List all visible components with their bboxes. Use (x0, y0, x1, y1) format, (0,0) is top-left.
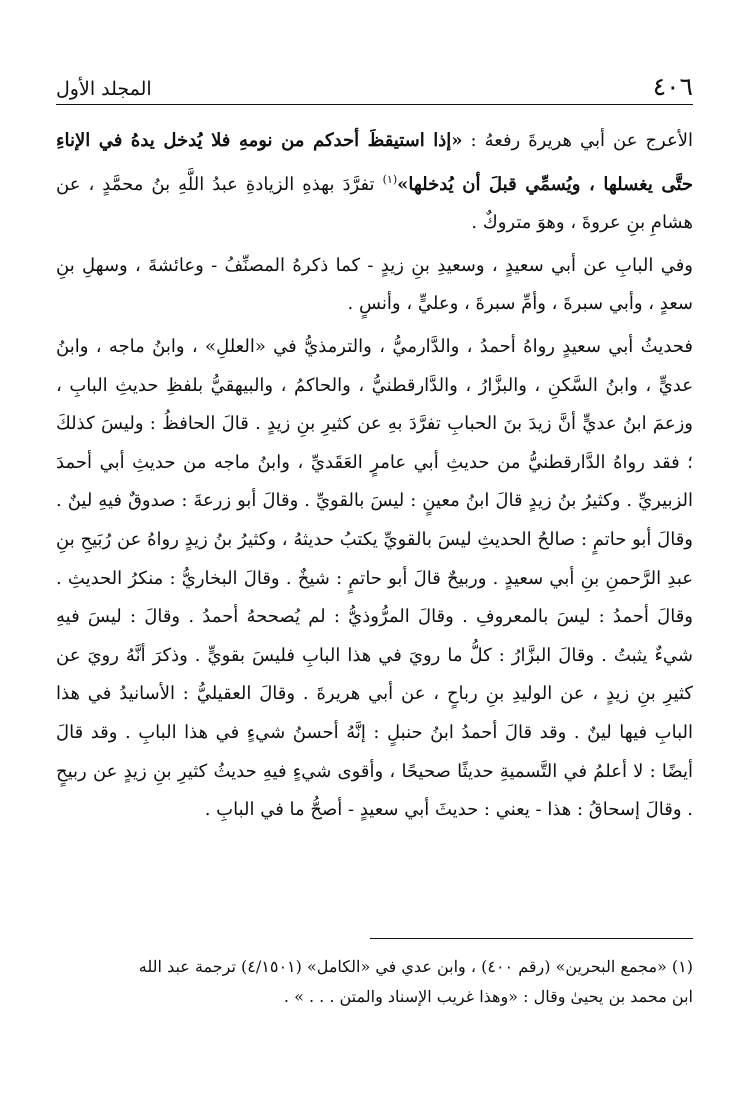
footnote-divider (370, 938, 693, 939)
header-divider (56, 104, 693, 105)
paragraph-1 (56, 122, 693, 243)
page-header (56, 62, 693, 102)
footnote-1-line-2: ابن محمد بن يحيىٰ وقال : «وهذا غريب الإسناد والمتن . . . » . (283, 987, 693, 1006)
footnote-marker: (١) (382, 172, 398, 186)
paragraph-1-intro: الأعرج عن أبي هريرةَ رفعهُ : (462, 130, 693, 151)
hadith-quote: «إذا استيقظَ أحدكم من نومهِ فلا يُدخل يدهُ في الإناءِ حتَّى يغسلها ، ويُسمِّي قبلَ أن يُدخلها» (56, 130, 693, 195)
paragraph-3: فحديثُ أبي سعيدٍ رواهُ أحمدُ ، والدَّارميُّ ، والترمذيُّ في «العللِ» ، وابنُ ماجه ، وابنُ عديٍّ ، وابنُ السَّكنِ ، والبزَّارُ ، والدَّارقطنيُّ ، والحاكمُ ، والبيهقيُّ بلفظِ حديثِ البابِ ، وزعمَ ابنُ عديٍّ أنَّ زيدَ بنَ الحبابِ تفرَّدَ بهِ عن كثيرِ بنِ زيدٍ . قالَ الحافظُ : وليسَ كذلكَ ؛ فقد رواهُ الدَّارقطنيُّ من حديثِ أبي عامرٍ العَقَديِّ ، وابنُ ماجه من حديثِ أبي أحمدَ الزبيريِّ . وكثيرُ بنُ زيدٍ قالَ ابنُ معينٍ : ليسَ بالقويِّ . وقالَ أبو زرعةَ : صدوقٌ فيهِ لينٌ . وقالَ أبو حاتمٍ : صالحُ الحديثِ ليسَ بالقويِّ يكتبُ حديثهُ ، وكثيرُ بنُ زيدٍ رواهُ عن رُبَيحِ بنِ عبدِ الرَّحمنِ بنِ أبي سعيدٍ . وربيحٌ قالَ أبو حاتمٍ : شيخٌ . وقالَ البخاريُّ : منكرُ الحديثِ . وقالَ أحمدُ : ليسَ بالمعروفِ . وقالَ المرُّوذيُّ : لم يُصححهُ أحمدُ . وقالَ : ليسَ فيهِ شيءٌ يثبتُ . وقالَ البزَّارُ : كلُّ ما رويَ في هذا البابِ فليسَ بقويٍّ . وذكرَ أنَّهُ رويَ عن كثيرِ بنِ زيدٍ ، عن الوليدِ بنِ رباحٍ ، عن أبي هريرةَ . وقالَ العقيليُّ : الأسانيدُ في هذا البابِ فيها لينٌ . وقد قالَ أحمدُ ابنُ حنبلٍ : إنَّهُ أحسنُ شيءٍ في هذا البابِ . وقد قالَ أيضًا : لا أعلمُ في التَّسميةِ حديثًا صحيحًا ، وأقوى شيءٍ فيهِ حديثُ كثيرِ بنِ زيدٍ عن ربيحٍ . وقالَ إسحاقُ : هذا - يعني : حديثَ أبي سعيدٍ - أصحُّ ما في البابِ . (56, 335, 693, 821)
footnotes (56, 952, 693, 1012)
paragraph-1-rest: تفرَّدَ بهذهِ الزيادةِ عبدُ اللَّهِ بنُ محمَّدٍ ، عن هشامِ بنِ عروةَ ، وهوَ متروكٌ . (56, 173, 693, 234)
page-number: ٤٠٦ (652, 72, 693, 101)
footnote-1-line-1: (١) «مجمع البحرين» (رقم ٤٠٠) ، وابن عدي في «الكامل» (٤/١٥٠١) ترجمة عبد الله (138, 957, 693, 976)
main-text (56, 122, 693, 830)
paragraph-2: وفي البابِ عن أبي سعيدٍ ، وسعيدِ بنِ زيدٍ - كما ذكرهُ المصنِّفُ - وعائشةَ ، وسهلِ بنِ سعدٍ ، وأبي سبرةَ ، وأمِّ سبرةَ ، وعليٍّ ، وأنسٍ . (56, 254, 693, 315)
volume-title: المجلد الأول (56, 78, 152, 100)
